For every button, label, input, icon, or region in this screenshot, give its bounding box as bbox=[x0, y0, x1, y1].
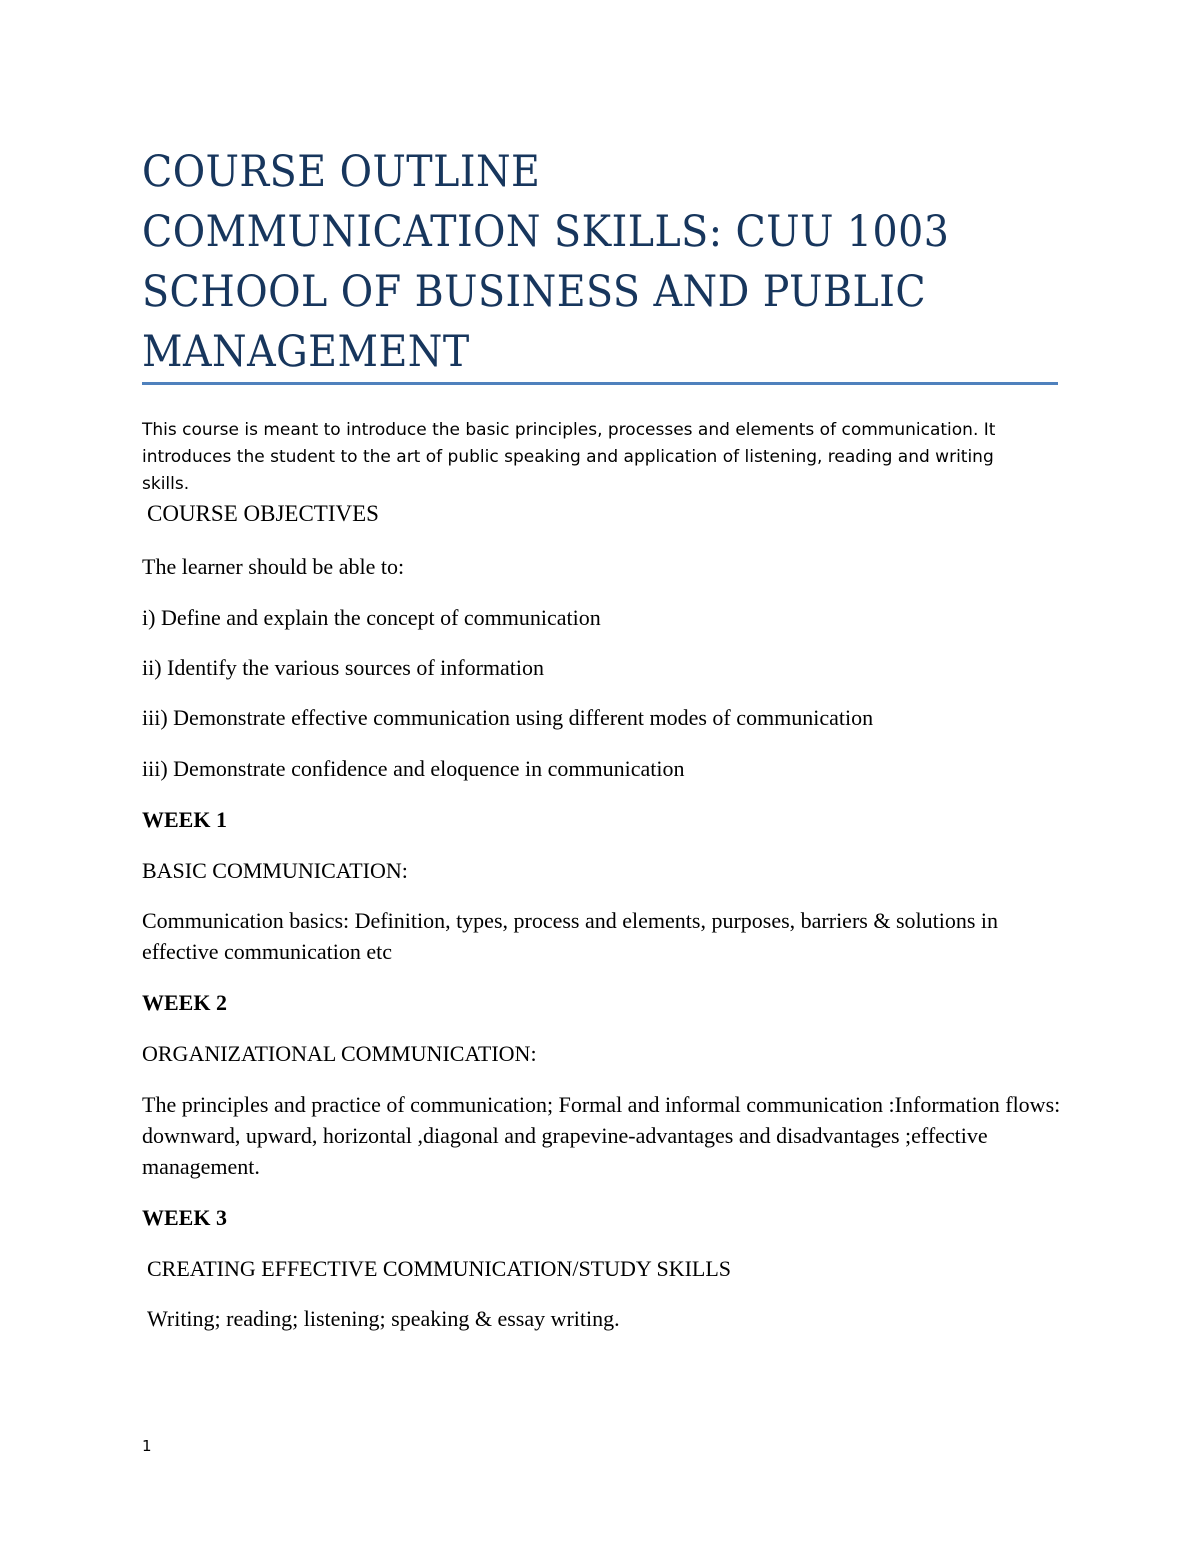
week-2-topic: ORGANIZATIONAL COMMUNICATION: bbox=[142, 1041, 537, 1066]
week-2-label: WEEK 2 bbox=[142, 990, 227, 1015]
objective-item-4: iii) Demonstrate confidence and eloquence in communication bbox=[142, 756, 685, 781]
title-divider bbox=[142, 382, 1058, 385]
objective-item-2: ii) Identify the various sources of information bbox=[142, 655, 545, 680]
week-1-label: WEEK 1 bbox=[142, 807, 227, 832]
page-number: 1 bbox=[142, 1437, 152, 1455]
week-1-content: Communication basics: Definition, types, process and elements, purposes, barriers & solutions in effective communication etc bbox=[142, 908, 999, 964]
objectives-lead: The learner should be able to: bbox=[142, 554, 405, 579]
week-3-content: Writing; reading; listening; speaking & essay writing. bbox=[147, 1306, 620, 1331]
week-2-content: The principles and practice of communication; Formal and informal communication :Information flows: downward, upward, horizontal ,diagonal and grapevine-advantages and disadvantages ;effective management. bbox=[142, 1092, 1061, 1179]
week-3-topic: CREATING EFFECTIVE COMMUNICATION/STUDY SKILLS bbox=[147, 1256, 732, 1281]
objective-item-1: i) Define and explain the concept of communication bbox=[142, 605, 601, 630]
week-3-label: WEEK 3 bbox=[142, 1205, 227, 1230]
title-line-2: COMMUNICATION SKILLS: CUU 1003 bbox=[142, 207, 950, 257]
title-line-3: SCHOOL OF BUSINESS AND PUBLIC bbox=[142, 267, 927, 317]
week-1-topic: BASIC COMMUNICATION: bbox=[142, 858, 408, 883]
title-line-1: COURSE OUTLINE bbox=[142, 147, 541, 197]
objectives-heading: COURSE OBJECTIVES bbox=[147, 501, 379, 526]
title-line-4: MANAGEMENT bbox=[142, 327, 470, 377]
course-intro: This course is meant to introduce the basic principles, processes and elements of communication. It introduces the student to the art of public speaking and application of listening, reading and writing skills. bbox=[142, 420, 996, 494]
document-title bbox=[142, 142, 985, 382]
objective-item-3: iii) Demonstrate effective communication using different modes of communication bbox=[142, 705, 874, 730]
